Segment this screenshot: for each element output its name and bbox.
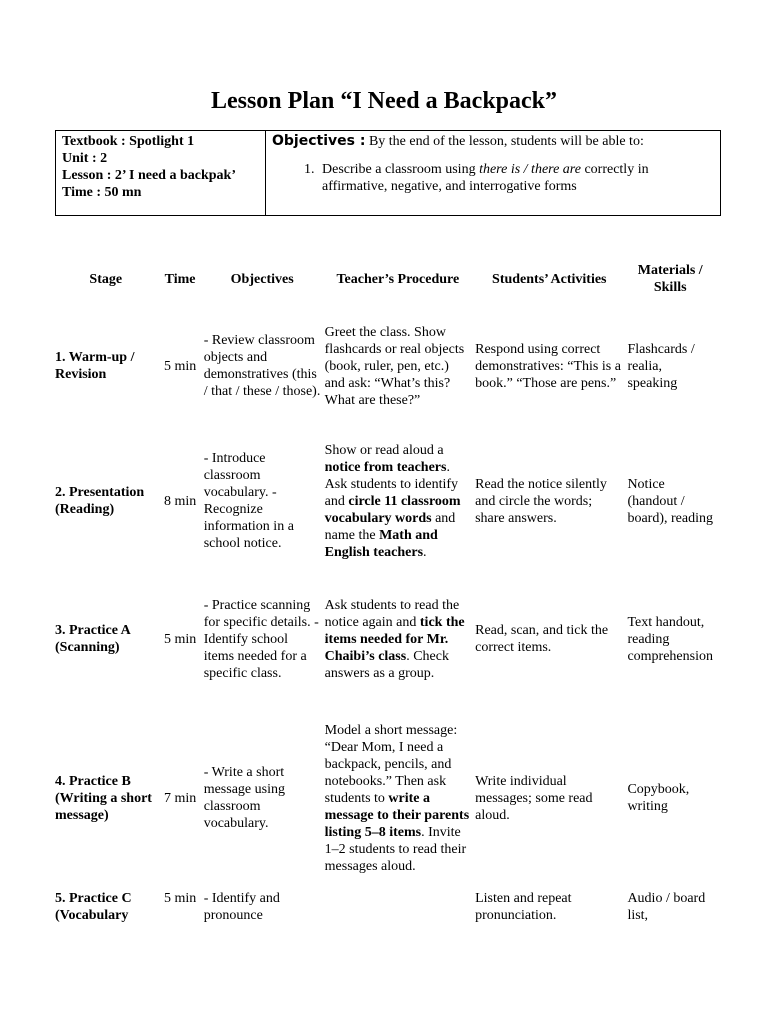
objectives-intro: By the end of the lesson, students will be able to:	[368, 134, 644, 149]
cell-time: 5 min	[163, 358, 197, 374]
cell-time: 8 min	[163, 493, 197, 509]
cell-students-activities: Write individual messages; some read aloud.	[475, 773, 593, 823]
header-materials-skills: Materials / Skills	[637, 263, 703, 295]
cell-time: 5 min	[163, 631, 197, 647]
table-row	[53, 888, 715, 932]
cell-teacher-procedure: Greet the class. Show flashcards or real objects (book, ruler, pen, etc.) and ask: “What’s this? What are these?”	[324, 324, 465, 408]
cell-students-activities: Listen and repeat pronunciation.	[475, 891, 572, 923]
cell-stage: 1. Warm-up / Revision	[55, 350, 135, 382]
cell-materials: Copybook, writing	[627, 782, 690, 814]
cell-time: 5 min	[163, 891, 197, 906]
cell-stage: 2. Presentation (Reading)	[55, 485, 145, 517]
cell-materials: Text handout, reading comprehension	[627, 614, 713, 664]
cell-teacher-procedure	[323, 888, 473, 932]
objectives-heading: Objectives :	[272, 133, 366, 149]
cell-students-activities: Read, scan, and tick the correct items.	[475, 623, 609, 655]
lesson-info-box	[55, 130, 721, 216]
cell-materials: Notice (handout / board), reading	[627, 476, 713, 526]
cell-teacher-procedure: Show or read aloud a notice from teachers. Ask students to identify and circle 11 classroom vocabulary words and name the Math and English teachers.	[324, 442, 461, 560]
header-students-activities: Students’ Activities	[492, 271, 607, 287]
time-line: Time : 50 mn	[62, 185, 142, 200]
objective-item: 1. Describe a classroom using there is / there are correctly in affirmative, negative, and interrogative forms	[318, 161, 714, 195]
cell-teacher-procedure: Model a short message: “Dear Mom, I need a backpack, pencils, and notebooks.” Then ask students to write a message to their parents listing 5–8 items. Invite 1–2 students to read their messages aloud.	[324, 722, 470, 874]
unit-line: Unit : 2	[62, 151, 108, 166]
table-row	[53, 708, 715, 888]
cell-stage: 3. Practice A (Scanning)	[55, 623, 131, 655]
objectives-header	[272, 133, 714, 150]
table-row	[53, 570, 715, 708]
document-title: Lesson Plan “I Need a Backpack”	[210, 88, 558, 114]
cell-materials: Audio / board list,	[627, 891, 706, 923]
textbook-line: Textbook : Spotlight 1	[62, 134, 195, 149]
objectives-list	[272, 161, 714, 195]
cell-students-activities: Respond using correct demonstratives: “This is a book.” “Those are pens.”	[475, 341, 621, 391]
header-time: Time	[164, 271, 196, 287]
cell-objectives: - Introduce classroom vocabulary. - Recognize information in a school notice.	[203, 451, 294, 551]
lesson-details	[56, 131, 266, 215]
objectives-section	[266, 131, 720, 197]
header-teacher-procedure: Teacher’s Procedure	[336, 271, 460, 287]
cell-teacher-procedure: Ask students to read the notice again and tick the items needed for Mr. Chaibi’s class. Check answers as a group.	[324, 597, 465, 681]
cell-objectives: - Practice scanning for specific details. - Identify school items needed for a specific class.	[203, 597, 319, 681]
cell-objectives: - Identify and pronounce	[203, 891, 280, 923]
cell-stage: 4. Practice B (Writing a short message)	[55, 773, 152, 823]
cell-objectives: - Review classroom objects and demonstratives (this / that / these / those).	[203, 333, 321, 399]
cell-objectives: - Write a short message using classroom vocabulary.	[203, 765, 285, 831]
cell-students-activities: Read the notice silently and circle the words; share answers.	[475, 476, 607, 526]
cell-stage: 5. Practice C (Vocabulary	[55, 891, 132, 923]
lesson-line: Lesson : 2’ I need a backpak’	[62, 168, 236, 183]
table-row	[53, 432, 715, 570]
header-objectives: Objectives	[230, 271, 294, 287]
header-stage: Stage	[89, 271, 123, 287]
table-header-row	[53, 258, 715, 300]
cell-materials: Flashcards / realia, speaking	[627, 341, 695, 391]
table-row	[53, 300, 715, 432]
cell-time: 7 min	[163, 790, 197, 806]
lesson-plan-table	[53, 258, 715, 932]
